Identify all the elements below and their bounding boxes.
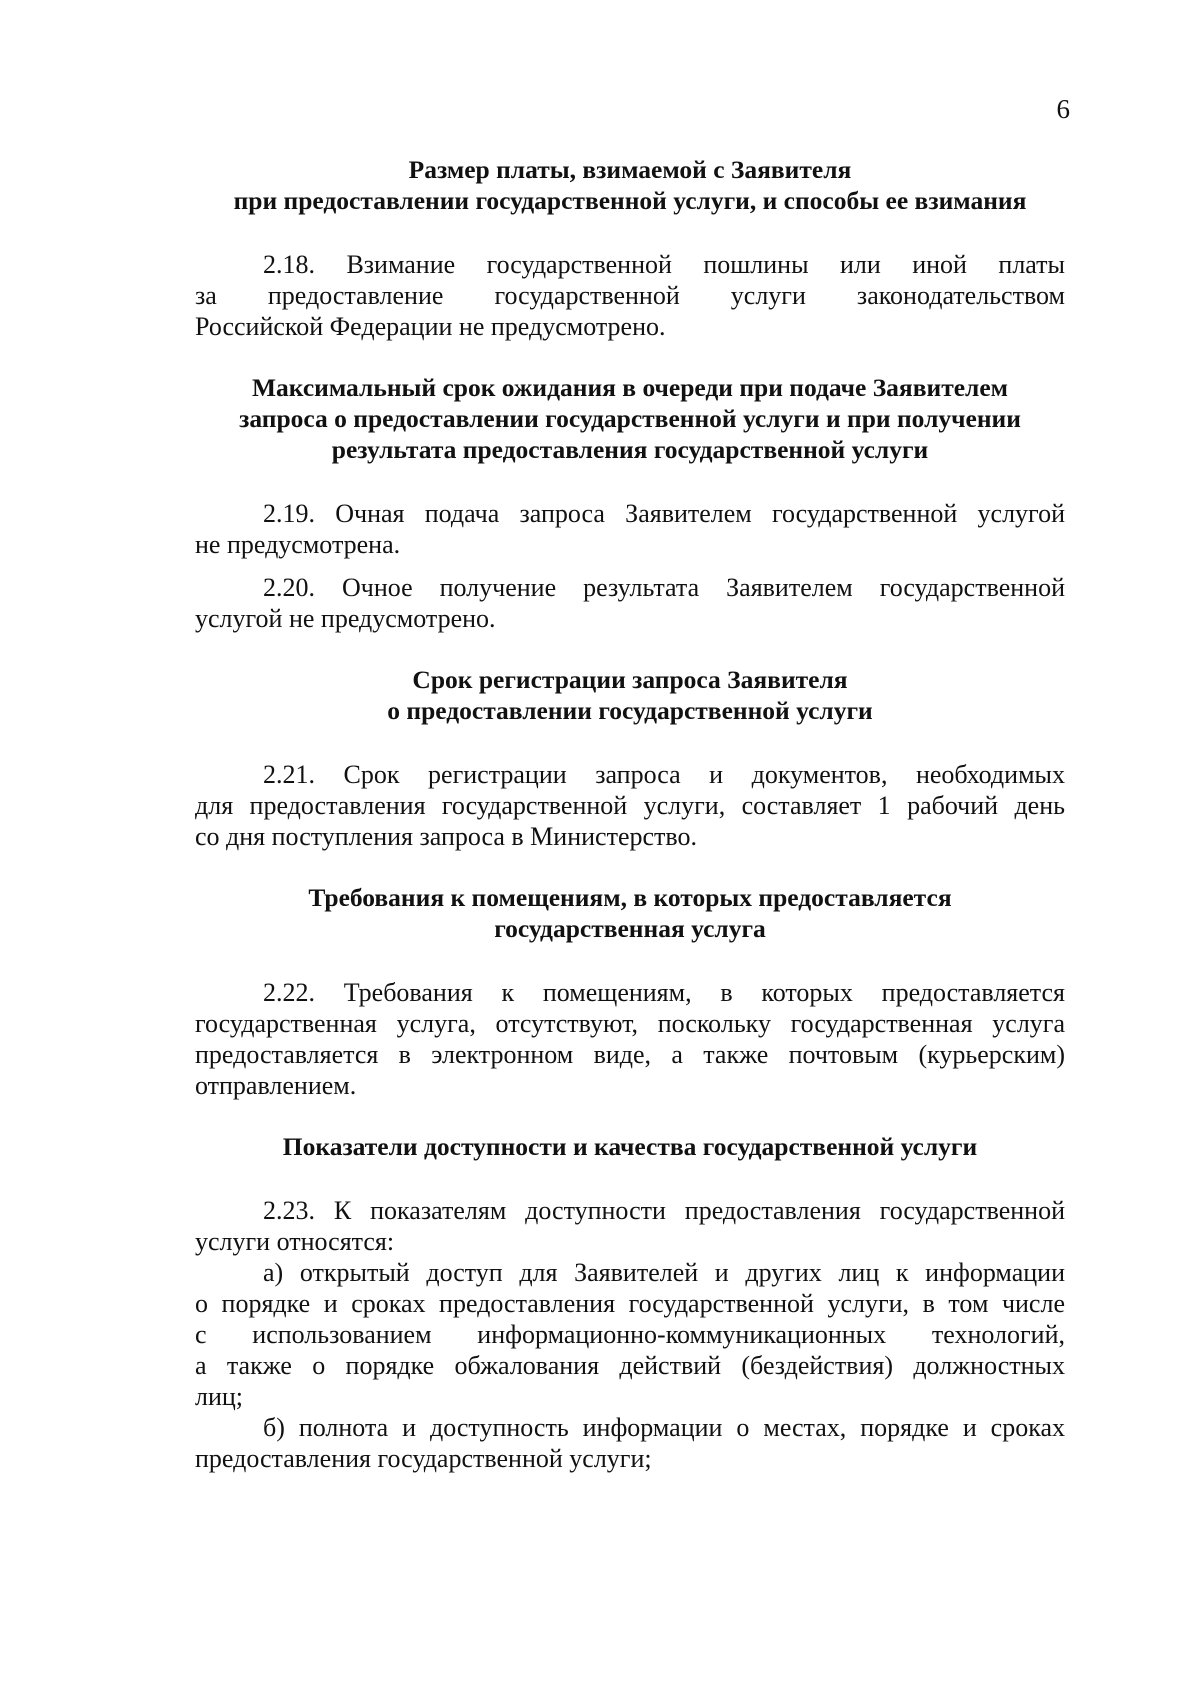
paragraph-line: услугой не предусмотрено. [195, 604, 496, 633]
paragraph-line: а) открытый доступ для Заявителей и других лиц к информации [263, 1258, 1065, 1287]
paragraph-line: б) полнота и доступность информации о местах, порядке и сроках [263, 1413, 1065, 1442]
paragraph [195, 498, 1065, 560]
paragraph-line: не предусмотрена. [195, 530, 401, 559]
paragraph-line: лиц; [195, 1382, 244, 1411]
heading-line: о предоставлении государственной услуги [387, 696, 873, 725]
heading-line: Максимальный срок ожидания в очереди при подаче Заявителем [251, 373, 1009, 402]
document-body [195, 154, 1065, 1474]
heading-line: Требования к помещениям, в которых предоставляется [308, 883, 952, 912]
page-number: 6 [1056, 94, 1070, 124]
heading-line: результата предоставления государственной услуги [331, 435, 929, 464]
paragraph [195, 249, 1065, 342]
paragraph [195, 1257, 1065, 1412]
paragraph [195, 977, 1065, 1101]
paragraph-line: отправлением. [195, 1071, 357, 1100]
paragraph-line: для предоставления государственной услуги, составляет 1 рабочий день [195, 791, 1065, 820]
paragraph [195, 1195, 1065, 1257]
paragraph-line: со дня поступления запроса в Министерство. [195, 822, 697, 851]
heading-line: Размер платы, взимаемой с Заявителя [408, 155, 852, 184]
paragraph-line: с использованием информационно-коммуникационных технологий, [195, 1320, 1065, 1349]
paragraph [195, 1412, 1065, 1474]
section-heading [195, 664, 1065, 726]
paragraph-line: 2.20. Очное получение результата Заявителем государственной [263, 573, 1065, 602]
paragraph-line: 2.23. К показателям доступности предоставления государственной [263, 1196, 1065, 1225]
paragraph [195, 759, 1065, 852]
heading-line: Показатели доступности и качества государственной услуги [282, 1132, 978, 1161]
section-heading [195, 882, 1065, 944]
paragraph-line: а также о порядке обжалования действий (бездействия) должностных [195, 1351, 1065, 1380]
paragraph-line: 2.21. Срок регистрации запроса и документов, необходимых [263, 760, 1065, 789]
section-heading [195, 1131, 1065, 1162]
heading-line: государственная услуга [494, 914, 766, 943]
paragraph-line: 2.18. Взимание государственной пошлины или иной платы [263, 250, 1065, 279]
paragraph-line: о порядке и сроках предоставления государственной услуги, в том числе [195, 1289, 1065, 1318]
section-heading [195, 154, 1065, 216]
paragraph-line: 2.22. Требования к помещениям, в которых предоставляется [263, 978, 1065, 1007]
paragraph-line: Российской Федерации не предусмотрено. [195, 312, 666, 341]
heading-line: запроса о предоставлении государственной услуги и при получении [239, 404, 1021, 433]
section-heading [195, 372, 1065, 465]
heading-line: при предоставлении государственной услуги, и способы ее взимания [233, 186, 1027, 215]
paragraph-line: услуги относятся: [195, 1227, 395, 1256]
paragraph-line: 2.19. Очная подача запроса Заявителем государственной услугой [263, 499, 1065, 528]
paragraph-line: за предоставление государственной услуги законодательством [195, 281, 1065, 310]
paragraph [195, 572, 1065, 634]
heading-line: Срок регистрации запроса Заявителя [412, 665, 848, 694]
paragraph-line: предоставляется в электронном виде, а также почтовым (курьерским) [195, 1040, 1065, 1069]
paragraph-line: предоставления государственной услуги; [195, 1444, 652, 1473]
paragraph-line: государственная услуга, отсутствуют, поскольку государственная услуга [195, 1009, 1065, 1038]
